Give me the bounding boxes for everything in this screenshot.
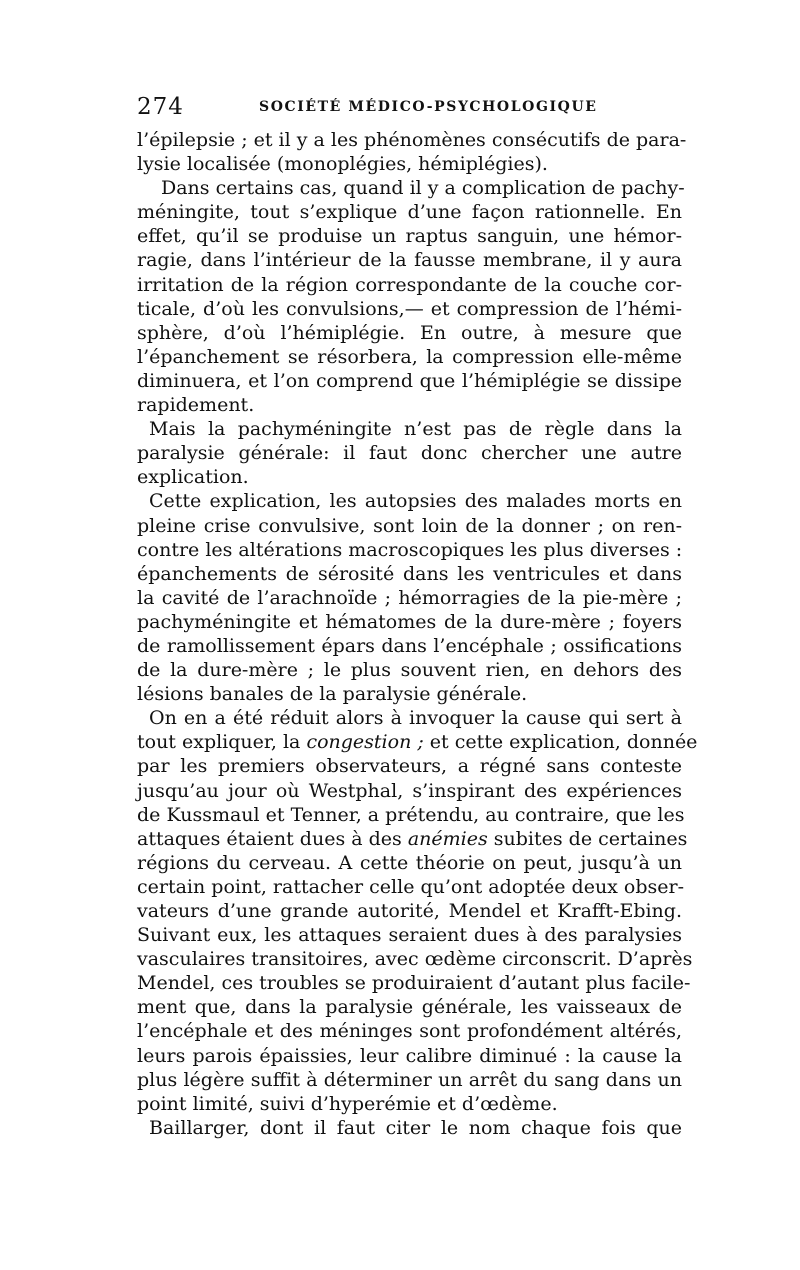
italic-term: anémies [407,827,488,850]
text-line: vasculaires transitoires, avec œdème circonscrit. D’après [137,948,693,971]
italic-term: congestion ; [306,731,424,754]
text-line: de ramollissement épars dans l’encéphale ; ossifications [137,634,682,657]
text-line: point limité, suivi d’hyperémie et d’œdème. [137,1092,558,1115]
text-line: jusqu’au jour où Westphal, s’inspirant des expériences [137,779,682,802]
text-line: ticale, d’où les convulsions,— et compression de l’hémi- [137,297,682,320]
text-line: ragie, dans l’intérieur de la fausse membrane, il y aura [137,249,682,272]
text-line: lésions banales de la paralysie générale. [137,683,528,706]
text-line: rapidement. [137,394,255,417]
body-text [137,128,698,1140]
text-line: explication. [137,466,249,489]
text-line: Baillarger, dont il faut citer le nom chaque fois que [149,1116,682,1139]
text-line: Mais la pachyméningite n’est pas de règle dans la [149,418,682,441]
text-line: On en a été réduit alors à invoquer la cause qui sert à [149,707,682,730]
text-line: effet, qu’il se produise un raptus sanguin, une hémor- [137,225,682,248]
text-line: par les premiers observateurs, a régné sans conteste [137,755,682,778]
text-line: pachyméningite et hématomes de la dure-mère ; foyers [137,610,682,633]
text-line-mixed [137,730,698,754]
text-fragment: attaques étaient dues à des [137,827,402,850]
text-line: de Kussmaul et Tenner, a prétendu, au contraire, que les [137,803,685,826]
page-number: 274 [137,94,184,120]
text-line: pleine crise convulsive, sont loin de la donner ; on ren- [137,514,682,537]
text-line: l’épanchement se résorbera, la compression elle-même [137,345,682,368]
text-fragment: subites de certaines [493,827,688,850]
text-line: ment que, dans la paralysie générale, les vaisseaux de [137,996,682,1019]
text-line: l’épilepsie ; et il y a les phénomènes consécutifs de para- [137,129,687,151]
text-line: l’encéphale et des méninges sont profondément altérés, [137,1020,682,1043]
text-line: Mendel, ces troubles se produiraient d’autant plus facile- [137,972,691,995]
text-line-mixed [137,827,688,851]
text-line: certain point, rattacher celle qu’ont adoptée deux obser- [137,875,685,898]
text-line: diminuera, et l’on comprend que l’hémiplégie se dissipe [137,369,682,392]
text-line: méningite, tout s’explique d’une façon rationnelle. En [137,201,682,224]
text-line: Dans certains cas, quand il y a complication de pachy- [161,177,685,200]
text-line: contre les altérations macroscopiques les plus diverses : [137,538,683,561]
text-line: régions du cerveau. A cette théorie on peut, jusqu’à un [137,851,682,874]
text-line: de la dure-mère ; le plus souvent rien, en dehors des [137,659,682,682]
text-line: lysie localisée (monoplégies, hémiplégies). [137,153,548,176]
text-line: épanchements de sérosité dans les ventricules et dans [137,562,682,585]
text-line: plus légère suffit à déterminer un arrêt du sang dans un [137,1068,682,1091]
text-line: vateurs d’une grande autorité, Mendel et Krafft-Ebing. [137,900,682,922]
text-fragment: tout expliquer, la [137,731,301,754]
text-line: Suivant eux, les attaques seraient dues à des paralysies [137,924,682,947]
text-line: sphère, d’où l’hémiplégie. En outre, à mesure que [137,321,682,344]
text-line: leurs parois épaissies, leur calibre diminué : la cause la [137,1044,682,1067]
running-head: SOCIÉTÉ MÉDICO-PSYCHOLOGIQUE [259,99,598,115]
text-line: Cette explication, les autopsies des malades morts en [149,490,682,513]
text-fragment: et cette explication, donnée [429,731,698,754]
text-line: paralysie générale: il faut donc chercher une autre [137,442,682,465]
page-header [137,92,682,122]
text-line: irritation de la région correspondante de la couche cor- [137,273,682,296]
text-line: la cavité de l’arachnoïde ; hémorragies de la pie-mère ; [137,586,682,609]
